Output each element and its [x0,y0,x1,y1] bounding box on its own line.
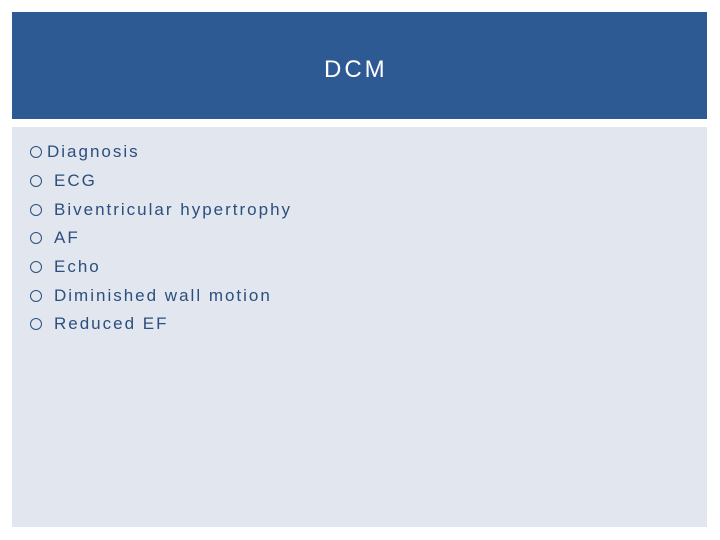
bullet-text: Diminished wall motion [54,285,272,305]
bullet-item-reduced-ef [30,310,292,339]
circle-bullet-icon [30,318,42,330]
bullet-item-echo [30,253,292,282]
bullet-text: Reduced EF [54,314,169,334]
bullet-item-diminished-wall-motion [30,281,292,310]
circle-bullet-icon [30,261,42,273]
bullet-item-af [30,224,292,253]
bullet-text: Diagnosis [47,142,140,162]
slide-title: DCM [324,56,388,83]
circle-bullet-icon [30,204,42,216]
circle-bullet-icon [30,146,42,158]
bullet-text: AF [54,228,80,248]
bullet-text: Biventricular hypertrophy [54,199,293,219]
bullet-item-biventricular-hypertrophy [30,195,292,224]
bullet-item-diagnosis [30,138,292,167]
circle-bullet-icon [30,232,42,244]
bullet-text: Echo [54,257,101,277]
slide-header [12,12,707,119]
bullet-list [30,138,292,339]
circle-bullet-icon [30,290,42,302]
bullet-text: ECG [54,171,97,191]
circle-bullet-icon [30,175,42,187]
bullet-item-ecg [30,167,292,196]
